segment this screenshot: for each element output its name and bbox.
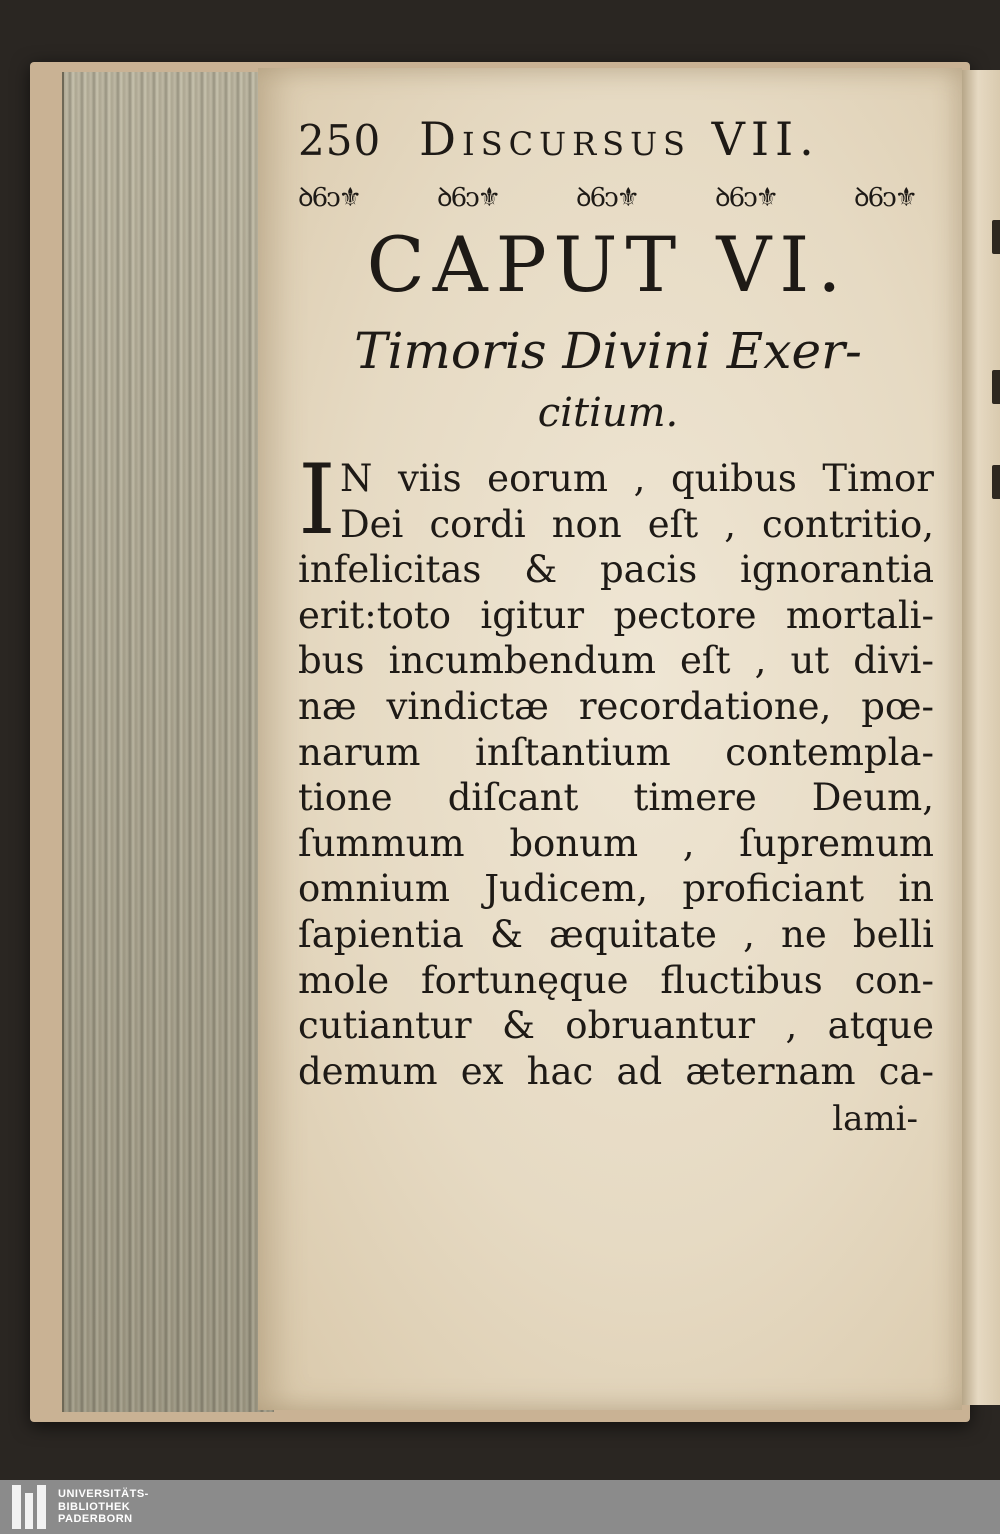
ornament: ꝺ6ↄ⚜ <box>854 183 916 213</box>
facing-page-letter <box>992 465 1000 499</box>
text-line: erit:toto igitur pectore mortali- <box>298 593 934 637</box>
ornament: ꝺ6ↄ⚜ <box>298 183 360 213</box>
library-name <box>58 1488 149 1526</box>
running-title: Discursus VII. <box>419 112 820 166</box>
chapter-subtitle <box>298 320 918 444</box>
subtitle-line-1: Timoris Divini Exer- <box>354 322 862 380</box>
running-head <box>298 112 938 172</box>
first-paragraph <box>298 444 934 556</box>
text-line: mole fortunęque fluctibus con- <box>298 958 934 1002</box>
text-line: cutiantur & obruantur , atque <box>298 1004 934 1048</box>
text-line: ſapientia & æquitate , ne belli <box>298 912 934 956</box>
library-name-line: UNIVERSITÄTS- <box>58 1488 149 1501</box>
library-logo-icon <box>12 1485 46 1529</box>
text-line: demum ex hac ad æternam ca- <box>298 1049 934 1093</box>
page-edges <box>62 72 274 1412</box>
text-line: næ vindictæ recordatione, pœ- <box>298 684 934 728</box>
library-name-line: PADERBORN <box>58 1513 133 1526</box>
facing-page-letter <box>992 220 1000 254</box>
facing-page-edge <box>960 70 1000 1405</box>
text-line: omnium Judicem, proficiant in <box>298 867 934 911</box>
page-content <box>298 112 938 1142</box>
text-line: tione diſcant timere Deum, <box>298 776 934 820</box>
text-line: Dei cordi non eſt , contritio, <box>340 502 934 546</box>
ornament: ꝺ6ↄ⚜ <box>715 183 777 213</box>
text-line: infelicitas & pacis ignorantia <box>298 548 934 592</box>
catchword: lami- <box>832 1099 918 1140</box>
chapter-heading: CAPUT VI. <box>366 220 850 309</box>
library-footer <box>0 1480 1000 1534</box>
text-line: ſummum bonum , ſupremum <box>298 821 934 865</box>
text-line: narum inſtantium contempla- <box>298 730 934 774</box>
library-name-line: BIBLIOTHEK <box>58 1500 131 1513</box>
subtitle-line-2: citium. <box>537 390 679 436</box>
ornament: ꝺ6ↄ⚜ <box>437 183 499 213</box>
text-line: bus incumbendum eſt , ut divi- <box>298 639 934 683</box>
ornament-row <box>298 178 916 212</box>
page-number: 250 <box>298 116 382 165</box>
drop-cap: I <box>298 444 336 556</box>
text-line: N viis eorum , quibus Timor <box>340 457 934 500</box>
facing-page-letter <box>992 370 1000 404</box>
book-page <box>258 68 962 1410</box>
body-text <box>298 444 934 1142</box>
ornament: ꝺ6ↄ⚜ <box>576 183 638 213</box>
